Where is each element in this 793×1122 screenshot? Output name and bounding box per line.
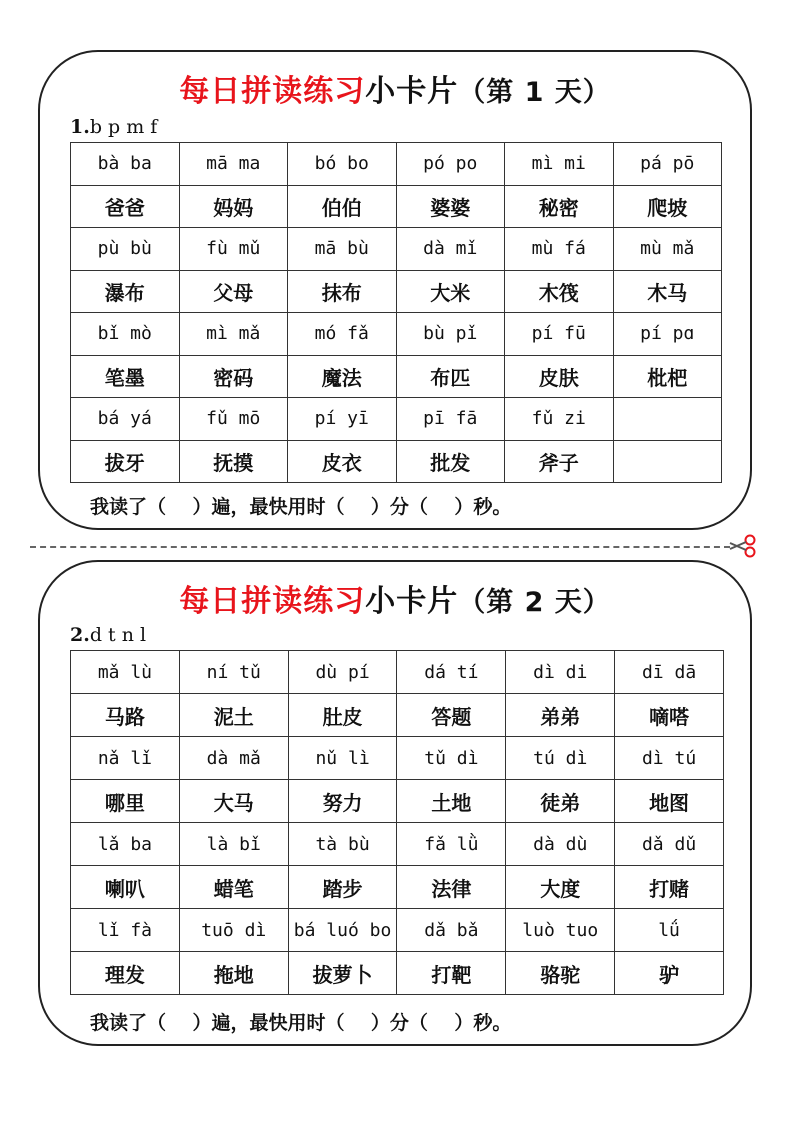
pinyin-cell: mì mǎ <box>179 313 288 356</box>
pinyin-cell: dǎ bǎ <box>397 909 506 952</box>
pinyin-cell: ní tǔ <box>179 651 288 694</box>
practice-card-day-1 <box>38 50 752 530</box>
pinyin-cell: fǔ zi <box>505 398 614 441</box>
hanzi-cell: 马路 <box>71 694 180 737</box>
hanzi-row <box>71 185 722 228</box>
pinyin-cell: fǔ mō <box>179 398 288 441</box>
card-title-black: 小卡片 <box>365 74 459 109</box>
pinyin-cell: tǔ dì <box>397 737 506 780</box>
hanzi-cell: 批发 <box>396 440 505 483</box>
hanzi-cell: 瀑布 <box>71 270 180 313</box>
pinyin-cell: mǎ lù <box>71 651 180 694</box>
card-title <box>40 576 750 620</box>
hanzi-cell: 大马 <box>179 780 288 823</box>
pinyin-cell: lǐ fà <box>71 909 180 952</box>
section-letters: b p m f <box>89 116 158 138</box>
hanzi-cell: 大度 <box>506 866 615 909</box>
hanzi-cell: 驴 <box>615 952 724 995</box>
card-title-black: 小卡片 <box>365 584 459 619</box>
hanzi-cell: 爸爸 <box>71 185 180 228</box>
pinyin-row <box>71 737 724 780</box>
hanzi-cell: 拔萝卜 <box>288 952 397 995</box>
hanzi-cell <box>613 440 722 483</box>
hanzi-cell: 枇杷 <box>613 355 722 398</box>
pinyin-cell: bǐ mò <box>71 313 180 356</box>
hanzi-cell: 皮衣 <box>288 440 397 483</box>
section-number: 1. <box>70 116 90 138</box>
pinyin-row <box>71 651 724 694</box>
hanzi-cell: 魔法 <box>288 355 397 398</box>
pinyin-cell: dī dā <box>615 651 724 694</box>
pinyin-cell: dá tí <box>397 651 506 694</box>
hanzi-row <box>71 952 724 995</box>
hanzi-cell: 骆驼 <box>506 952 615 995</box>
pinyin-cell: dà dù <box>506 823 615 866</box>
hanzi-cell: 木筏 <box>505 270 614 313</box>
section-heading <box>70 624 146 646</box>
pinyin-row <box>71 143 722 186</box>
pinyin-cell: mā bù <box>288 228 397 271</box>
pinyin-cell: dù pí <box>288 651 397 694</box>
hanzi-cell: 妈妈 <box>179 185 288 228</box>
hanzi-cell: 嘀嗒 <box>615 694 724 737</box>
pinyin-cell: bà ba <box>71 143 180 186</box>
hanzi-cell: 打赌 <box>615 866 724 909</box>
hanzi-row <box>71 440 722 483</box>
pinyin-cell: mù mǎ <box>613 228 722 271</box>
hanzi-cell: 哪里 <box>71 780 180 823</box>
pinyin-cell <box>613 398 722 441</box>
pinyin-cell: mó fǎ <box>288 313 397 356</box>
pinyin-cell: dà mǐ <box>396 228 505 271</box>
hanzi-row <box>71 866 724 909</box>
hanzi-cell: 木马 <box>613 270 722 313</box>
hanzi-cell: 婆婆 <box>396 185 505 228</box>
hanzi-cell: 密码 <box>179 355 288 398</box>
hanzi-cell: 打靶 <box>397 952 506 995</box>
hanzi-cell: 斧子 <box>505 440 614 483</box>
hanzi-cell: 笔墨 <box>71 355 180 398</box>
pinyin-cell: bù pǐ <box>396 313 505 356</box>
pinyin-cell: pá pō <box>613 143 722 186</box>
hanzi-cell: 答题 <box>397 694 506 737</box>
hanzi-cell: 努力 <box>288 780 397 823</box>
hanzi-cell: 泥土 <box>179 694 288 737</box>
hanzi-cell: 地图 <box>615 780 724 823</box>
hanzi-cell: 爬坡 <box>613 185 722 228</box>
pinyin-cell: fǎ lǜ <box>397 823 506 866</box>
pinyin-cell: pí fū <box>505 313 614 356</box>
pinyin-row <box>71 228 722 271</box>
hanzi-cell: 蜡笔 <box>179 866 288 909</box>
pinyin-cell: pí pɑ <box>613 313 722 356</box>
word-grid <box>70 142 722 483</box>
pinyin-cell: pí yī <box>288 398 397 441</box>
hanzi-cell: 拖地 <box>179 952 288 995</box>
cut-line <box>30 546 730 548</box>
pinyin-cell: mù fá <box>505 228 614 271</box>
pinyin-cell: bá luó bo <box>288 909 397 952</box>
hanzi-row <box>71 694 724 737</box>
pinyin-row <box>71 313 722 356</box>
hanzi-row <box>71 780 724 823</box>
pinyin-cell: dì di <box>506 651 615 694</box>
hanzi-cell: 踏步 <box>288 866 397 909</box>
hanzi-cell: 拔牙 <box>71 440 180 483</box>
reading-record: 我读了（ ）遍，最快用时（ ）分（ ）秒。 <box>90 1012 512 1034</box>
hanzi-cell: 秘密 <box>505 185 614 228</box>
pinyin-cell: pī fā <box>396 398 505 441</box>
pinyin-cell: bó bo <box>288 143 397 186</box>
reading-record: 我读了（ ）遍，最快用时（ ）分（ ）秒。 <box>90 496 512 518</box>
card-title <box>40 66 750 110</box>
word-grid <box>70 650 724 995</box>
card-title-day: （第 2 天） <box>458 587 611 618</box>
hanzi-cell: 抚摸 <box>179 440 288 483</box>
hanzi-cell: 伯伯 <box>288 185 397 228</box>
pinyin-cell: tú dì <box>506 737 615 780</box>
pinyin-cell: pù bù <box>71 228 180 271</box>
pinyin-cell: mā ma <box>179 143 288 186</box>
section-letters: d t n l <box>89 624 147 646</box>
section-heading <box>70 116 157 138</box>
section-number: 2. <box>70 624 90 646</box>
pinyin-cell: bá yá <box>71 398 180 441</box>
pinyin-cell: mì mi <box>505 143 614 186</box>
pinyin-row <box>71 823 724 866</box>
hanzi-cell: 理发 <box>71 952 180 995</box>
hanzi-row <box>71 270 722 313</box>
pinyin-cell: luò tuo <box>506 909 615 952</box>
hanzi-cell: 布匹 <box>396 355 505 398</box>
pinyin-cell: là bǐ <box>179 823 288 866</box>
pinyin-cell: nǎ lǐ <box>71 737 180 780</box>
pinyin-cell: lǎ ba <box>71 823 180 866</box>
card-title-red: 每日拼读练习 <box>179 584 366 619</box>
hanzi-cell: 大米 <box>396 270 505 313</box>
hanzi-cell: 抹布 <box>288 270 397 313</box>
hanzi-row <box>71 355 722 398</box>
hanzi-cell: 土地 <box>397 780 506 823</box>
pinyin-cell: dì tú <box>615 737 724 780</box>
hanzi-cell: 父母 <box>179 270 288 313</box>
practice-card-day-2 <box>38 560 752 1046</box>
pinyin-cell: pó po <box>396 143 505 186</box>
pinyin-cell: dà mǎ <box>179 737 288 780</box>
pinyin-cell: fù mǔ <box>179 228 288 271</box>
hanzi-cell: 法律 <box>397 866 506 909</box>
pinyin-cell: tà bù <box>288 823 397 866</box>
hanzi-cell: 喇叭 <box>71 866 180 909</box>
hanzi-cell: 弟弟 <box>506 694 615 737</box>
hanzi-cell: 皮肤 <box>505 355 614 398</box>
card-title-red: 每日拼读练习 <box>179 74 366 109</box>
pinyin-cell: nǔ lì <box>288 737 397 780</box>
pinyin-cell: tuō dì <box>179 909 288 952</box>
scissors-icon <box>728 534 758 558</box>
pinyin-row <box>71 909 724 952</box>
pinyin-cell: lǘ <box>615 909 724 952</box>
hanzi-cell: 徒弟 <box>506 780 615 823</box>
card-title-day: （第 1 天） <box>458 77 611 108</box>
pinyin-cell: dǎ dǔ <box>615 823 724 866</box>
pinyin-row <box>71 398 722 441</box>
hanzi-cell: 肚皮 <box>288 694 397 737</box>
